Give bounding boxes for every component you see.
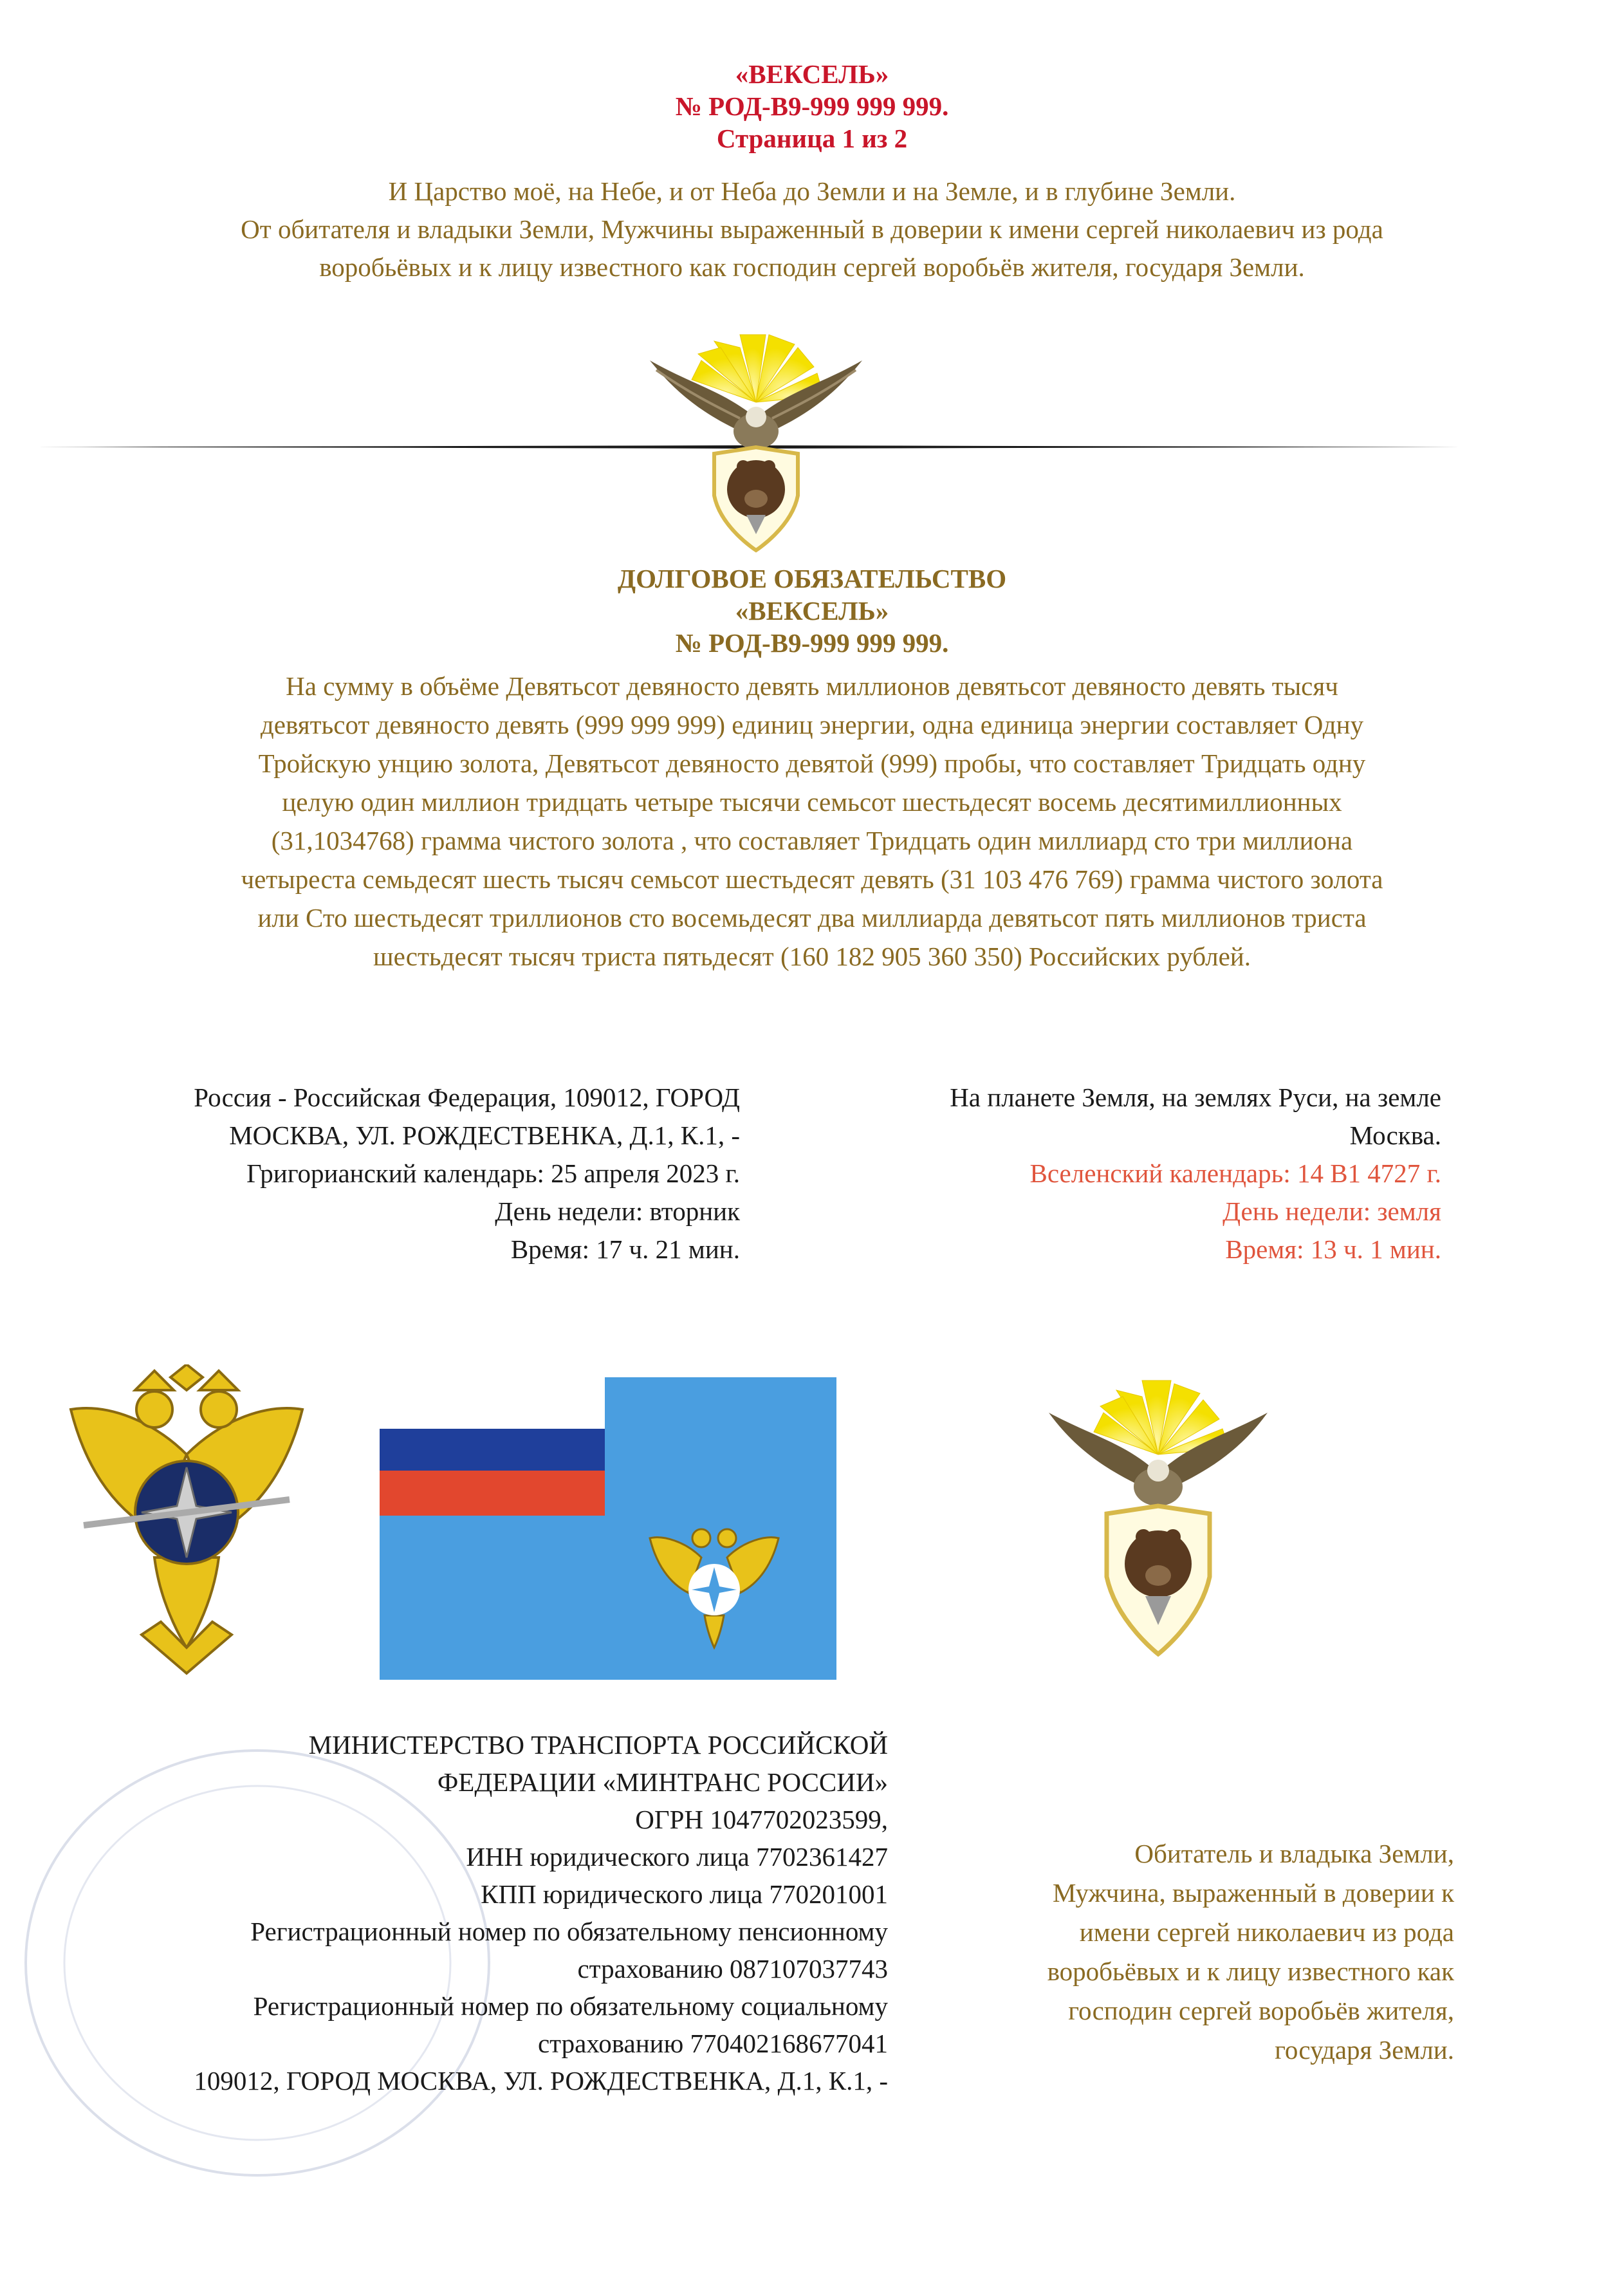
calendar-line: Григорианский календарь: 25 апреля 2023 г.	[246, 1158, 740, 1188]
ministry-line: КПП юридического лица 770201001	[481, 1879, 888, 1909]
obligation-title	[0, 562, 1624, 659]
weekday-line: День недели: вторник	[495, 1196, 740, 1226]
owner-line: государя Земли.	[1275, 2035, 1454, 2065]
body-line: целую один миллион тридцать четыре тысячи семьсот шестьдесят восемь десятимиллионных	[282, 787, 1342, 817]
place-line: Россия - Российская Федерация, 109012, ГОРОД	[194, 1083, 740, 1112]
place-line: На планете Земля, на землях Руси, на земле	[950, 1083, 1441, 1112]
ministry-line: страхованию 770402168677041	[537, 2029, 888, 2058]
ministry-line: ФЕДЕРАЦИИ «МИНТРАНС РОССИИ»	[437, 1767, 888, 1797]
owner-line: имени сергей николаевич из рода	[1079, 1917, 1454, 1947]
owner-line: воробьёвых и к лицу известного как	[1047, 1956, 1454, 1986]
owner-line: господин сергей воробьёв жителя,	[1068, 1996, 1454, 2025]
intro-line: От обитателя и владыки Земли, Мужчины выраженный в доверии к имени сергей николаевич из рода	[241, 214, 1383, 244]
universal-place-date	[798, 1079, 1441, 1269]
obligation-title-line: ДОЛГОВОЕ ОБЯЗАТЕЛЬСТВО	[617, 564, 1007, 593]
ministry-line: ИНН юридического лица 7702361427	[466, 1842, 888, 1872]
intro-line: воробьёвых и к лицу известного как господин сергей воробьёв жителя, государя Земли.	[319, 252, 1305, 282]
owner-line: Обитатель и владыка Земли,	[1134, 1839, 1454, 1868]
header-title: «ВЕКСЕЛЬ»	[735, 59, 889, 89]
place-line: Москва.	[1349, 1120, 1441, 1150]
obligation-title-line: № РОД-В9-999 999 999.	[675, 628, 949, 658]
obligation-body	[51, 667, 1573, 976]
body-line: (31,1034768) грамма чистого золота , что составляет Тридцать один миллиард сто три миллиона	[271, 826, 1353, 855]
body-line: На сумму в объёме Девятьсот девяносто девять миллионов девятьсот девяносто девять тысяч	[286, 671, 1338, 701]
body-line: четыреста семьдесят шесть тысяч семьсот шестьдесят девять (31 103 476 769) грамма чистого золота	[241, 864, 1383, 894]
body-line: шестьдесят тысяч триста пятьдесят (160 182 905 360 350) Российских рублей.	[373, 942, 1251, 971]
body-line: девятьсот девяносто девять (999 999 999) единиц энергии, одна единица энергии составляет Одну	[260, 710, 1364, 739]
ministry-line: страхованию 087107037743	[577, 1954, 888, 1984]
body-line: или Сто шестьдесят триллионов сто восемьдесят два миллиарда девятьсот пять миллионов триста	[257, 903, 1367, 933]
document-header	[0, 58, 1624, 154]
ministry-line: Регистрационный номер по обязательному социальному	[253, 1991, 888, 2021]
ministry-line: МИНИСТЕРСТВО ТРАНСПОРТА РОССИЙСКОЙ	[308, 1730, 888, 1760]
mintrans-flag-icon	[380, 1377, 836, 1680]
weekday-line: День недели: земля	[1223, 1196, 1441, 1226]
owner-details	[888, 1834, 1454, 2070]
double-headed-eagle-icon	[58, 1364, 315, 1686]
body-line: Тройскую унцию золота, Девятьсот девяносто девятой (999) пробы, что составляет Тридцать одну	[258, 748, 1366, 778]
ministry-details	[26, 1726, 888, 2099]
ministry-line: 109012, ГОРОД МОСКВА, УЛ. РОЖДЕСТВЕНКА, Д.1, К.1, -	[194, 2066, 888, 2096]
ministry-line: Регистрационный номер по обязательному пенсионному	[250, 1917, 888, 1946]
intro-line: И Царство моё, на Небе, и от Неба до Земли и на Земле, и в глубине Земли.	[388, 176, 1236, 206]
eagle-bear-sun-emblem-icon	[637, 322, 875, 560]
intro-text	[77, 172, 1547, 286]
time-line: Время: 17 ч. 21 мин.	[510, 1234, 740, 1264]
gregorian-place-date	[39, 1079, 740, 1269]
time-line: Время: 13 ч. 1 мин.	[1225, 1234, 1441, 1264]
eagle-bear-sun-emblem-icon	[1036, 1371, 1280, 1673]
owner-line: Мужчина, выраженный в доверии к	[1053, 1878, 1454, 1908]
ministry-line: ОГРН 1047702023599,	[635, 1805, 888, 1834]
obligation-title-line: «ВЕКСЕЛЬ»	[735, 596, 889, 626]
header-page: Страница 1 из 2	[716, 124, 908, 153]
place-line: МОСКВА, УЛ. РОЖДЕСТВЕНКА, Д.1, К.1, -	[229, 1120, 740, 1150]
calendar-line: Вселенский календарь: 14 В1 4727 г.	[1029, 1158, 1441, 1188]
header-number: № РОД-В9-999 999 999.	[675, 91, 949, 121]
